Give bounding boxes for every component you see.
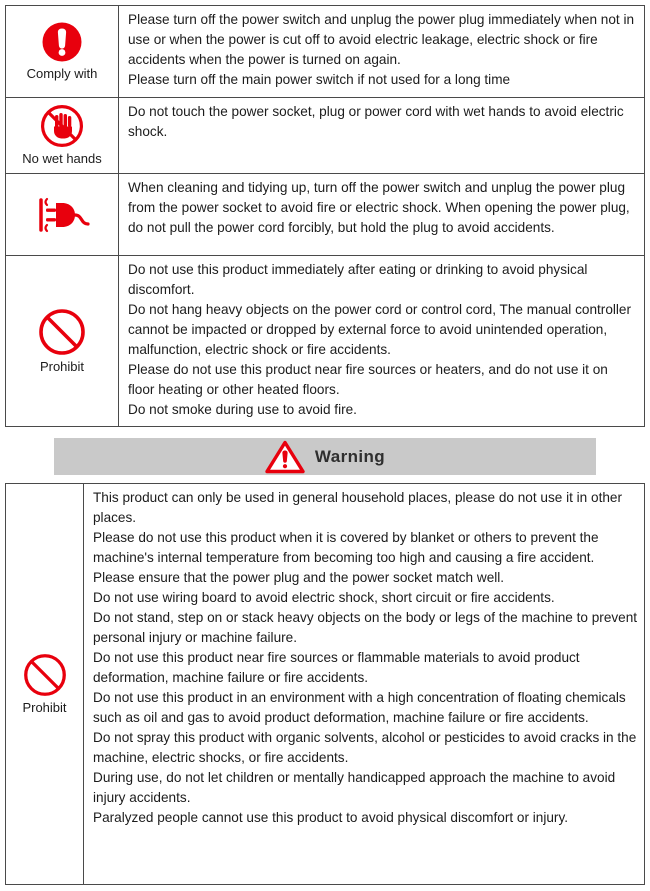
paragraph: This product can only be used in general household places, please do not use it in other places. — [93, 490, 622, 525]
comply-icon — [41, 21, 83, 63]
paragraph: Do not use this product in an environment with a high concentration of floating chemicals such as oil and gas to avoid product deformation, machine failure or fire accidents. — [93, 690, 626, 725]
comply-text — [119, 6, 644, 97]
warning-title: Warning — [314, 446, 386, 466]
table-row — [6, 98, 644, 174]
comply-cell — [6, 6, 119, 97]
comply-label: Comply with — [26, 66, 98, 81]
no-wet-hands-cell — [6, 98, 119, 173]
prohibit-label: Prohibit — [39, 358, 85, 374]
paragraph: Please turn off the main power switch if not used for a long time — [128, 72, 511, 87]
no-wet-hands-label: No wet hands — [22, 151, 102, 166]
paragraph: When cleaning and tidying up, turn off the power switch and unplug the power plug from the power socket to avoid fire or electric shock. When opening the power plug, do not pull the power cord forcibly, but hold the plug to avoid accidents. — [128, 180, 630, 235]
warning-banner — [54, 438, 596, 475]
table-row — [6, 6, 644, 98]
prohibit-cell — [6, 484, 84, 884]
paragraph: Do not use this product immediately after eating or drinking to avoid physical discomfort. — [128, 262, 588, 297]
paragraph: During use, do not let children or mentally handicapped approach the machine to avoid injury accidents. — [93, 770, 616, 805]
prohibit-icon — [23, 653, 67, 697]
paragraph: Paralyzed people cannot use this product to avoid physical discomfort or injury. — [93, 810, 569, 825]
no-wet-hands-text — [119, 98, 644, 173]
prohibit-label: Prohibit — [22, 699, 67, 715]
table-row — [6, 484, 644, 884]
warning-text — [84, 484, 644, 884]
unplug-cell — [6, 174, 119, 255]
warning-table — [5, 483, 645, 885]
caution-table — [5, 5, 645, 427]
paragraph: Do not stand, step on or stack heavy objects on the body or legs of the machine to prevent personal injury or machine failure. — [93, 610, 638, 645]
paragraph: Please do not use this product near fire sources or heaters, and do not use it on floor heating or other heated floors. — [128, 362, 608, 397]
paragraph: Do not hang heavy objects on the power cord or control cord, The manual controller cannot be impacted or dropped by external force to avoid unintended operation, malfunction, electric shock or fire accidents. — [128, 302, 632, 357]
no-wet-hands-icon — [40, 104, 84, 148]
warning-icon — [265, 440, 305, 474]
paragraph: Do not spray this product with organic solvents, alcohol or pesticides to avoid cracks in the machine, electric shocks, or fire accidents. — [93, 730, 637, 765]
paragraph: Please do not use this product when it is covered by blanket or others to prevent the machine's internal temperature from becoming too high and causing a fire accident. — [93, 530, 599, 565]
prohibit-text — [119, 256, 644, 426]
prohibit-cell — [6, 256, 119, 426]
unplug-text — [119, 174, 644, 255]
paragraph: Do not touch the power socket, plug or power cord with wet hands to avoid electric shock. — [128, 104, 624, 139]
table-row — [6, 174, 644, 256]
paragraph: Do not use this product near fire sources or flammable materials to avoid product deformation, machine failure or fire accidents. — [93, 650, 580, 685]
paragraph: Do not use wiring board to avoid electric shock, short circuit or fire accidents. — [93, 590, 555, 605]
table-row — [6, 256, 644, 426]
paragraph: Please turn off the power switch and unplug the power plug immediately when not in use or when the power is cut off to avoid electric leakage, electric shock or fire accidents when the power is turned on again. — [128, 12, 635, 67]
prohibit-icon — [38, 308, 86, 356]
unplug-icon — [34, 194, 90, 236]
paragraph: Please ensure that the power plug and the power socket match well. — [93, 570, 505, 585]
paragraph: Do not smoke during use to avoid fire. — [128, 402, 357, 417]
